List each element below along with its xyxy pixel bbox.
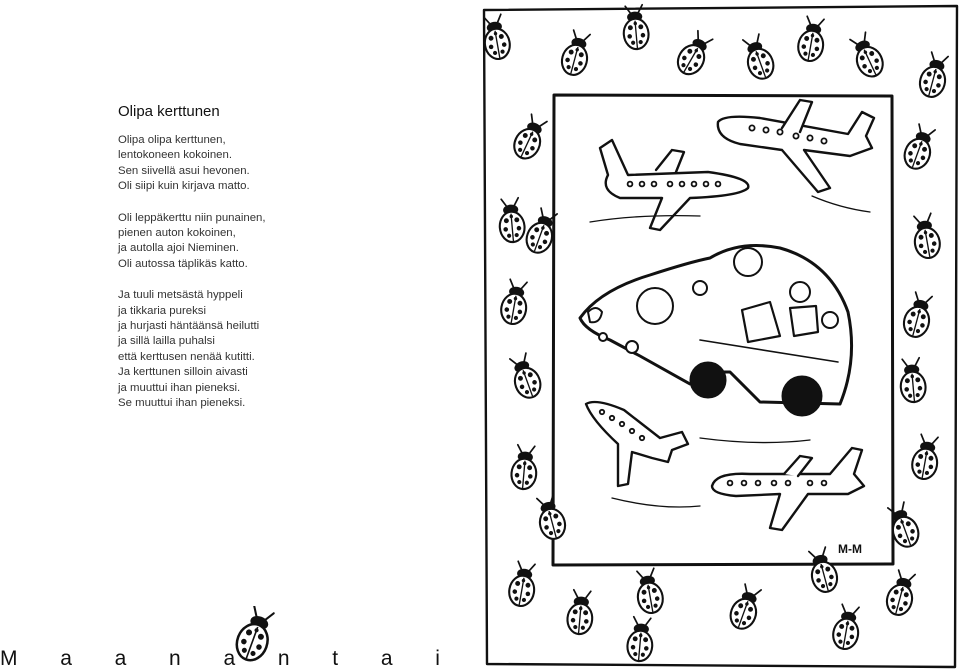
ladybug-icon [228, 606, 278, 668]
ladybug-icon [901, 123, 939, 173]
ladybug-car [580, 246, 852, 416]
poem-line: Olipa olipa kerttunen, [118, 134, 226, 146]
weekday-letter: a [223, 647, 236, 670]
ladybug-icon [633, 568, 665, 615]
ladybug-icon [533, 493, 568, 542]
weekday-letter: n [169, 647, 181, 670]
ladybug-icon [499, 279, 531, 326]
ladybug-icon [566, 589, 594, 635]
ladybug-icon [497, 197, 525, 243]
ladybug-icon [910, 434, 942, 481]
ladybug-icon [898, 357, 926, 403]
ladybug-icon [884, 501, 922, 551]
ladybug-icon [510, 113, 551, 163]
ladybug-icon [884, 569, 919, 618]
poem-line: pienen auton kokoinen, [118, 227, 236, 240]
poem-line: ja muuttui ihan pieneksi. [118, 381, 241, 394]
poem-line: että kerttusen nenää kutitti. [118, 350, 255, 363]
weekday-letter: M [0, 647, 18, 670]
ladybug-icon [847, 31, 888, 81]
ladybug-icon [626, 616, 654, 662]
poem-line: ja tikkaria pureksi [118, 304, 206, 317]
poem-line: Se muuttui ihan pieneksi. [118, 397, 246, 410]
ladybug-icon [831, 604, 863, 651]
airplane-bottom-right [712, 448, 864, 530]
ladybug-icon [727, 583, 765, 633]
weekday-letter: i [435, 647, 440, 670]
artist-signature: M-M [838, 542, 862, 556]
ladybug-icon [805, 546, 840, 595]
airplane-middle-left [586, 402, 688, 486]
weekday-letter: n [277, 647, 290, 670]
airplane-top-right [718, 100, 874, 192]
airplane-top-left [600, 140, 748, 230]
ladybug-icon [910, 213, 942, 260]
ladybug-icon [621, 4, 649, 50]
weekday-letter: a [114, 647, 127, 670]
poem-line: ja sillä lailla puhalsi [118, 335, 215, 348]
poem-line: Oli leppäkerttu niin punainen, [118, 211, 266, 224]
ladybug-icon [739, 33, 777, 83]
poem-line: Oli autossa täplikäs katto. [118, 257, 248, 270]
ladybug-icon [673, 29, 716, 79]
weekday-letter: a [60, 647, 72, 670]
weekday-letter: a [380, 647, 393, 670]
ladybug-icon [510, 444, 538, 490]
weekday-letter: t [332, 647, 339, 670]
poem-line: Oli siipi kuin kirjava matto. [118, 180, 250, 193]
ladybug-icon [901, 291, 936, 340]
poem-line: Ja kerttunen silloin aivasti [118, 366, 248, 379]
ladybug-icon [796, 16, 828, 63]
poem-line: Ja tuuli metsästä hyppeli [118, 289, 243, 302]
poem-line: lentokoneen kokoinen. [118, 149, 232, 162]
poem-title: Olipa kerttunen [118, 103, 220, 120]
ladybug-icon [507, 561, 539, 608]
poem-line: ja hurjasti häntäänsä heilutti [118, 320, 260, 333]
ladybug-icon [506, 352, 544, 402]
ladybug-icon [917, 51, 952, 100]
ladybug-icon [559, 29, 594, 78]
poem-line: Sen siivellä asui hevonen. [118, 164, 250, 177]
poem-line: ja autolla ajoi Nieminen. [118, 242, 239, 255]
